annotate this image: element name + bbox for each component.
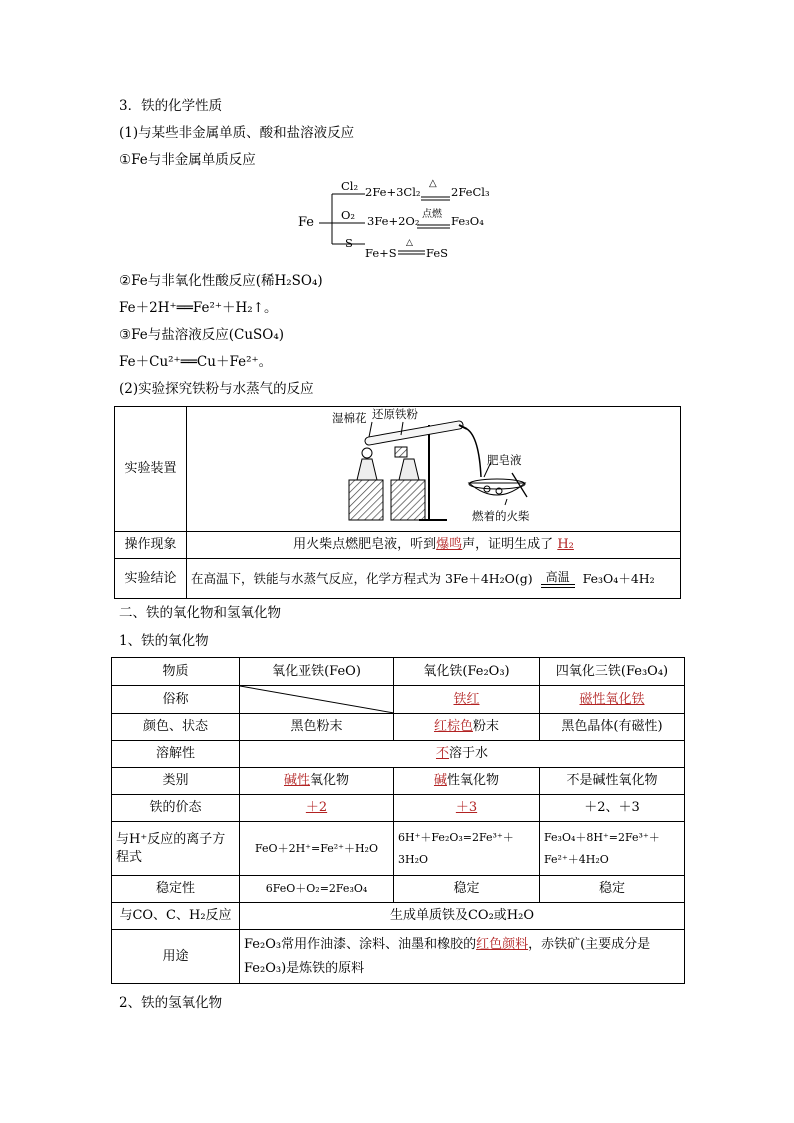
observation-red-1: 爆鸣 bbox=[436, 537, 463, 552]
cell-text: Fe₂O₃常用作油漆、涂料、油墨和橡胶的 bbox=[244, 936, 477, 952]
header-cell: 四氧化三铁(Fe₃O₄) bbox=[540, 658, 685, 686]
red-text: 磁性氧化铁 bbox=[579, 691, 645, 707]
table-cell bbox=[240, 768, 394, 795]
red-text: 碱 bbox=[433, 773, 447, 788]
conclusion-text-a: 在高温下，铁能与水蒸气反应，化学方程式为 3Fe＋4H₂O(g) bbox=[191, 570, 533, 586]
s-eq-right: FeS bbox=[426, 246, 449, 260]
table-cell bbox=[394, 795, 540, 822]
subheading-1: (1)与某些非金属单质、酸和盐溶液反应 bbox=[119, 125, 355, 141]
cell-text: ，赤铁矿(主要成分是Fe₂O₃)是炼铁的原料 bbox=[244, 936, 651, 976]
label-burning-match: 燃着的火柴 bbox=[472, 509, 530, 523]
apparatus-drawing bbox=[187, 407, 681, 531]
row-label: 铁的价态 bbox=[112, 795, 240, 822]
table-cell bbox=[394, 768, 540, 795]
equation-2: Fe＋2H⁺══Fe²⁺＋H₂↑。 bbox=[119, 300, 278, 316]
table-cell: ＋2、＋3 bbox=[540, 795, 685, 822]
row-label: 与H⁺反应的离子方程式 bbox=[112, 822, 240, 876]
o2-eq-right: Fe₃O₄ bbox=[451, 214, 484, 228]
row-label: 用途 bbox=[112, 930, 240, 984]
label-wet-cotton: 湿棉花 bbox=[332, 411, 367, 425]
cl2-eq-right: 2FeCl₃ bbox=[451, 185, 490, 199]
experiment-table bbox=[114, 406, 681, 599]
row-label: 俗称 bbox=[112, 686, 240, 714]
conclusion-text-b: Fe₃O₄＋4H₂ bbox=[582, 570, 655, 586]
table-cell: 黑色晶体(有磁性) bbox=[540, 714, 685, 741]
row-label: 与CO、C、H₂反应 bbox=[112, 903, 240, 930]
table-cell: 黑色粉末 bbox=[240, 714, 394, 741]
row-label: 类别 bbox=[112, 768, 240, 795]
table-row bbox=[112, 795, 685, 822]
table-row bbox=[112, 768, 685, 795]
red-text: 铁红 bbox=[453, 691, 480, 707]
subheading-hydroxides: 2、铁的氢氧化物 bbox=[119, 995, 223, 1011]
conclusion-condition bbox=[541, 571, 575, 588]
section-heading-oxides: 二、铁的氧化物和氢氧化物 bbox=[119, 605, 281, 621]
row-label: 溶解性 bbox=[112, 741, 240, 768]
red-text: 红色颜料 bbox=[476, 936, 529, 952]
apparatus-figure-cell bbox=[187, 407, 681, 532]
observation-text-a: 用火柴点燃肥皂液，听到 bbox=[293, 537, 437, 552]
table-cell: 不是碱性氧化物 bbox=[540, 768, 685, 795]
header-cell: 物质 bbox=[112, 658, 240, 686]
condition-double-line bbox=[541, 584, 575, 588]
o2-condition: 点燃 bbox=[422, 209, 442, 220]
table-row bbox=[115, 532, 681, 559]
table-cell: 生成单质铁及CO₂或H₂O bbox=[240, 903, 685, 930]
red-text: ＋3 bbox=[455, 800, 478, 815]
section-heading: 3．铁的化学性质 bbox=[119, 98, 223, 114]
cl2-eq-left: 2Fe+3Cl₂ bbox=[365, 185, 421, 199]
empty-diagonal-cell bbox=[240, 686, 394, 714]
table-cell: 稳定 bbox=[540, 876, 685, 903]
observation-text-b: 声，证明生成了 bbox=[462, 537, 554, 552]
cl2-condition: △ bbox=[429, 178, 437, 189]
table-cell: FeO＋2H⁺=Fe²⁺＋H₂O bbox=[240, 822, 394, 876]
s-eq-left: Fe+S bbox=[365, 246, 397, 260]
table-cell bbox=[540, 686, 685, 714]
table-row bbox=[112, 714, 685, 741]
s-label: S bbox=[345, 236, 353, 250]
table-cell: 6FeO＋O₂=2Fe₃O₄ bbox=[240, 876, 394, 903]
row-label: 稳定性 bbox=[112, 876, 240, 903]
table-row bbox=[112, 903, 685, 930]
cell-text: 氧化物 bbox=[310, 773, 350, 788]
table-cell bbox=[240, 930, 685, 984]
s-condition: △ bbox=[406, 238, 413, 248]
equation-3: Fe＋Cu²⁺══Cu＋Fe²⁺。 bbox=[119, 354, 273, 370]
o2-eq-left: 3Fe+2O₂ bbox=[367, 214, 420, 228]
item-1: ①Fe与非金属单质反应 bbox=[119, 152, 256, 168]
table-row bbox=[112, 822, 685, 876]
subheading-oxides: 1、铁的氧化物 bbox=[119, 633, 209, 649]
observation-cell bbox=[187, 532, 681, 559]
table-cell: Fe₃O₄＋8H⁺=2Fe³⁺＋Fe²⁺＋4H₂O bbox=[540, 822, 685, 876]
table-row bbox=[112, 658, 685, 686]
table-cell bbox=[394, 686, 540, 714]
item-3: ③Fe与盐溶液反应(CuSO₄) bbox=[119, 327, 285, 343]
table-row bbox=[112, 876, 685, 903]
table-cell: 稳定 bbox=[394, 876, 540, 903]
table-row bbox=[115, 407, 681, 532]
diagonal-line bbox=[240, 686, 394, 713]
red-text: 不 bbox=[435, 746, 449, 761]
table-cell bbox=[240, 795, 394, 822]
cell-text: 溶于水 bbox=[449, 746, 489, 761]
fe-label: Fe bbox=[298, 215, 315, 230]
cell-text: 氧化物 bbox=[460, 773, 500, 788]
label-iron-powder: 还原铁粉 bbox=[372, 407, 418, 421]
reaction-branch-diagram bbox=[295, 176, 525, 266]
table-row bbox=[112, 686, 685, 714]
table-row bbox=[112, 930, 685, 984]
red-text: 碱性 bbox=[283, 773, 310, 788]
observation-red-2: H₂ bbox=[557, 537, 574, 552]
header-cell: 氧化亚铁(FeO) bbox=[240, 658, 394, 686]
apparatus-figure bbox=[187, 407, 681, 531]
table-cell bbox=[240, 741, 685, 768]
table-row bbox=[112, 741, 685, 768]
row-label: 实验结论 bbox=[115, 559, 187, 599]
subheading-2: (2)实验探究铁粉与水蒸气的反应 bbox=[119, 381, 314, 397]
o2-label: O₂ bbox=[341, 208, 356, 222]
table-cell: 6H⁺＋Fe₂O₃=2Fe³⁺＋3H₂O bbox=[394, 822, 540, 876]
row-label: 操作现象 bbox=[115, 532, 187, 559]
cl2-label: Cl₂ bbox=[341, 179, 359, 193]
red-text: ＋2 bbox=[305, 800, 328, 815]
red-text: 红棕色 bbox=[433, 719, 473, 734]
table-row bbox=[115, 559, 681, 599]
cell-text: 粉末 bbox=[473, 719, 500, 734]
oxides-table bbox=[111, 657, 685, 984]
label-soap-solution: 肥皂液 bbox=[487, 453, 522, 467]
cell-text: 性 bbox=[446, 773, 460, 788]
row-label: 颜色、状态 bbox=[112, 714, 240, 741]
conclusion-cell bbox=[187, 559, 681, 599]
row-label: 实验装置 bbox=[115, 407, 187, 532]
table-cell bbox=[394, 714, 540, 741]
item-2: ②Fe与非氧化性酸反应(稀H₂SO₄) bbox=[119, 273, 323, 289]
condition-label: 高温 bbox=[545, 569, 570, 584]
header-cell: 氧化铁(Fe₂O₃) bbox=[394, 658, 540, 686]
